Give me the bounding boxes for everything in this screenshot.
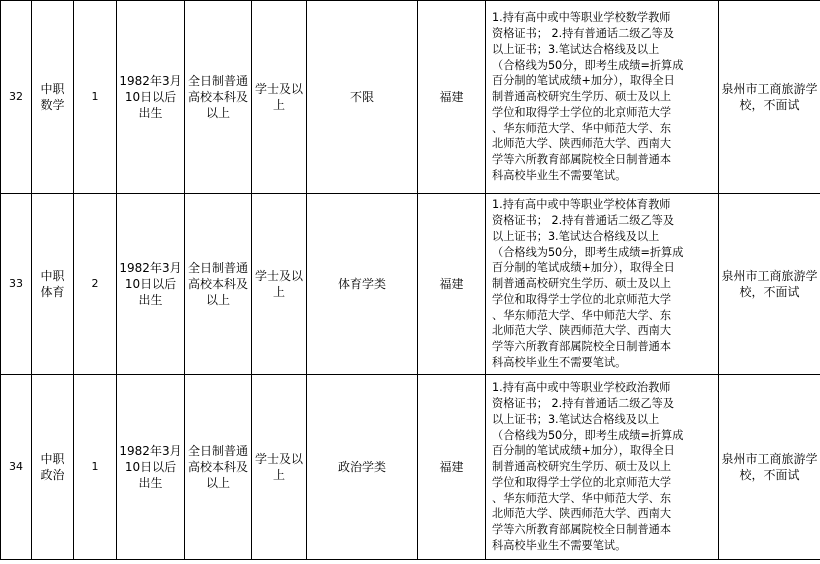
position-name: 中职 数学 xyxy=(32,1,74,194)
position-name: 中职 体育 xyxy=(32,194,74,375)
major-requirement: 体育学类 xyxy=(307,194,418,375)
row-number: 32 xyxy=(1,1,32,194)
table-row xyxy=(1,194,820,375)
age-requirement: 1982年3月10日以后出生 xyxy=(117,375,185,560)
degree-requirement: 学士及以上 xyxy=(252,375,307,560)
position-name: 中职 政治 xyxy=(32,375,74,560)
education-requirement: 全日制普通高校本科及以上 xyxy=(185,375,252,560)
other-requirements: 1.持有高中或中等职业学校体育教师 资格证书； 2.持有普通话二级乙等及 以上证书；3.笔试达合格线及以上 （合格线为50分，即考生成绩=折算成 百分制的笔试成绩+加分），取得全日 制普通高校研究生学历、硕士及以上 学位和取得学士学位的北京师范大学 、华东师范大学、华中师范大学、东 北师范大学、陕西师范大学、西南大 学等六所教育部属院校全日制普通本 科高校毕业生不需要笔试。 xyxy=(486,194,719,375)
age-requirement: 1982年3月10日以后出生 xyxy=(117,194,185,375)
hire-count: 1 xyxy=(74,1,117,194)
major-requirement: 政治学类 xyxy=(307,375,418,560)
remark: 泉州市工商旅游学校，不面试 xyxy=(719,194,820,375)
location: 福建 xyxy=(418,194,486,375)
location: 福建 xyxy=(418,375,486,560)
table-row xyxy=(1,375,820,560)
education-requirement: 全日制普通高校本科及以上 xyxy=(185,194,252,375)
major-requirement: 不限 xyxy=(307,1,418,194)
table-row xyxy=(1,1,820,194)
remark: 泉州市工商旅游学校，不面试 xyxy=(719,375,820,560)
remark: 泉州市工商旅游学校，不面试 xyxy=(719,1,820,194)
row-number: 34 xyxy=(1,375,32,560)
hire-count: 1 xyxy=(74,375,117,560)
hire-count: 2 xyxy=(74,194,117,375)
location: 福建 xyxy=(418,1,486,194)
degree-requirement: 学士及以上 xyxy=(252,1,307,194)
degree-requirement: 学士及以上 xyxy=(252,194,307,375)
row-number: 33 xyxy=(1,194,32,375)
age-requirement: 1982年3月10日以后出生 xyxy=(117,1,185,194)
education-requirement: 全日制普通高校本科及以上 xyxy=(185,1,252,194)
other-requirements: 1.持有高中或中等职业学校政治教师 资格证书； 2.持有普通话二级乙等及 以上证书；3.笔试达合格线及以上 （合格线为50分，即考生成绩=折算成 百分制的笔试成绩+加分），取得全日 制普通高校研究生学历、硕士及以上 学位和取得学士学位的北京师范大学 、华东师范大学、华中师范大学、东 北师范大学、陕西师范大学、西南大 学等六所教育部属院校全日制普通本 科高校毕业生不需要笔试。 xyxy=(486,375,719,560)
other-requirements: 1.持有高中或中等职业学校数学教师 资格证书； 2.持有普通话二级乙等及 以上证书；3.笔试达合格线及以上 （合格线为50分，即考生成绩=折算成 百分制的笔试成绩+加分），取得全日 制普通高校研究生学历、硕士及以上 学位和取得学士学位的北京师范大学 、华东师范大学、华中师范大学、东 北师范大学、陕西师范大学、西南大 学等六所教育部属院校全日制普通本 科高校毕业生不需要笔试。 xyxy=(486,1,719,194)
